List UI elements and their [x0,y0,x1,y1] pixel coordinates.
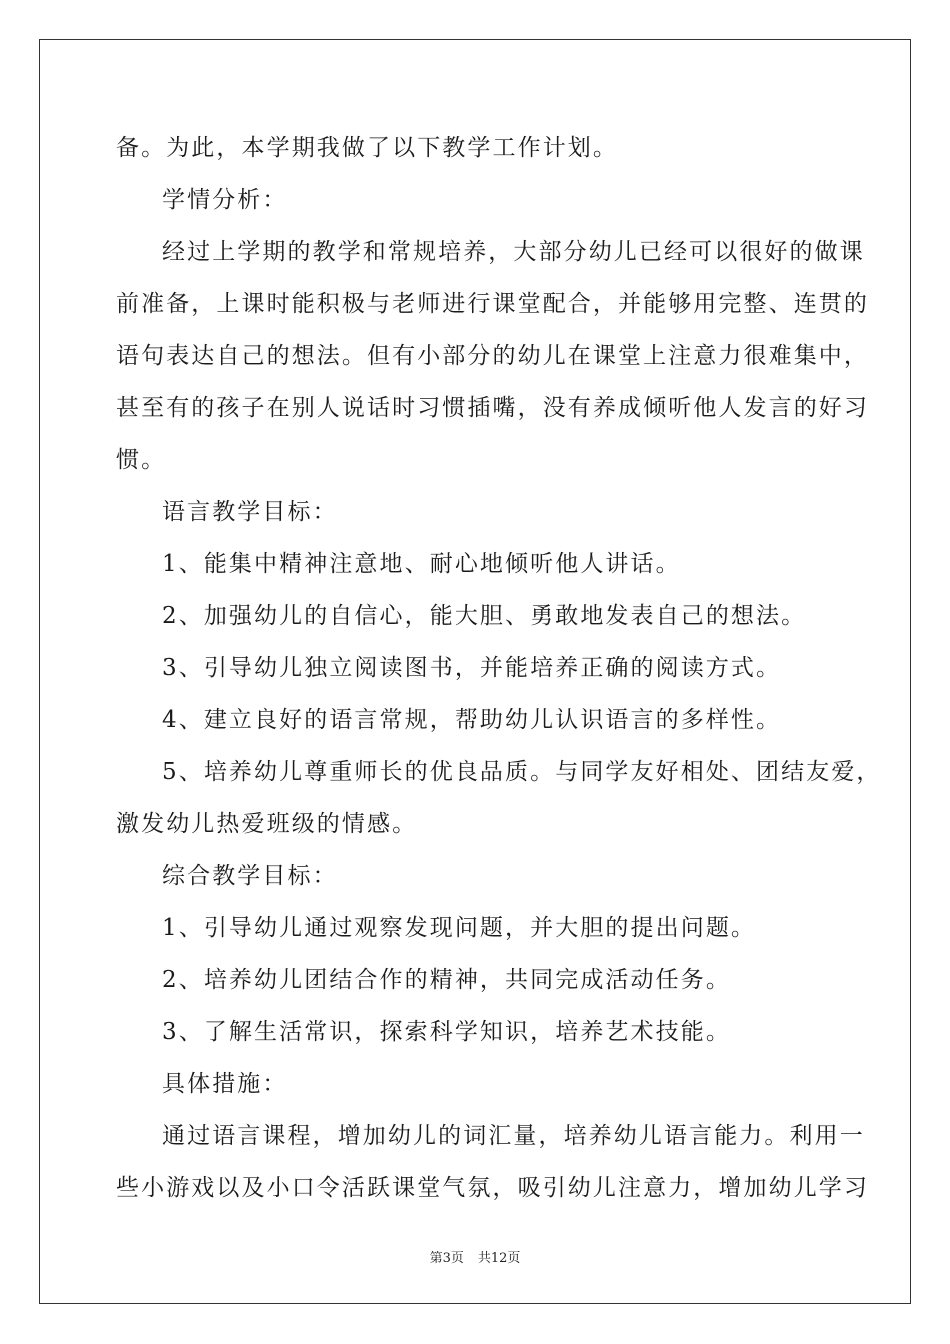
text-line: 语句表达自己的想法。但有小部分的幼儿在课堂上注意力很难集中， [116,343,869,369]
text-line: 惯。 [116,447,167,473]
section-heading-comprehensive-goals: 综合教学目标： [162,863,338,889]
section-heading-learning-analysis: 学情分析： [162,187,288,213]
text-line: 些小游戏以及小口令活跃课堂气氛，吸引幼儿注意力，增加幼儿学习 [116,1175,869,1201]
list-item: 4、建立良好的语言常规，帮助幼儿认识语言的多样性。 [162,707,782,733]
list-item: 1、能集中精神注意地、耐心地倾听他人讲话。 [162,551,681,577]
page-footer [0,1247,950,1266]
document-body [116,126,882,1218]
list-item: 3、了解生活常识，探索科学知识，培养艺术技能。 [162,1019,731,1045]
list-item: 2、加强幼儿的自信心，能大胆、勇敢地发表自己的想法。 [162,603,807,629]
text-line: 甚至有的孩子在别人说话时习惯插嘴，没有养成倾听他人发言的好习 [116,395,869,421]
text-line: 备。为此，本学期我做了以下教学工作计划。 [116,135,618,161]
list-item: 3、引导幼儿独立阅读图书，并能培养正确的阅读方式。 [162,655,782,681]
list-item: 2、培养幼儿团结合作的精神，共同完成活动任务。 [162,967,731,993]
text-line: 前准备，上课时能积极与老师进行课堂配合，并能够用完整、连贯的 [116,291,869,317]
text-line: 激发幼儿热爱班级的情感。 [116,811,418,837]
text-line: 通过语言课程，增加幼儿的词汇量，培养幼儿语言能力。利用一 [162,1123,865,1149]
section-heading-language-goals: 语言教学目标： [162,499,338,525]
page-number: 第3页 [429,1251,464,1266]
page-total: 共12页 [477,1251,521,1266]
list-item: 1、引导幼儿通过观察发现问题，并大胆的提出问题。 [162,915,757,941]
text-line: 经过上学期的教学和常规培养，大部分幼儿已经可以很好的做课 [162,239,865,265]
section-heading-measures: 具体措施： [162,1071,288,1097]
list-item: 5、培养幼儿尊重师长的优良品质。与同学友好相处、团结友爱， [162,759,882,785]
